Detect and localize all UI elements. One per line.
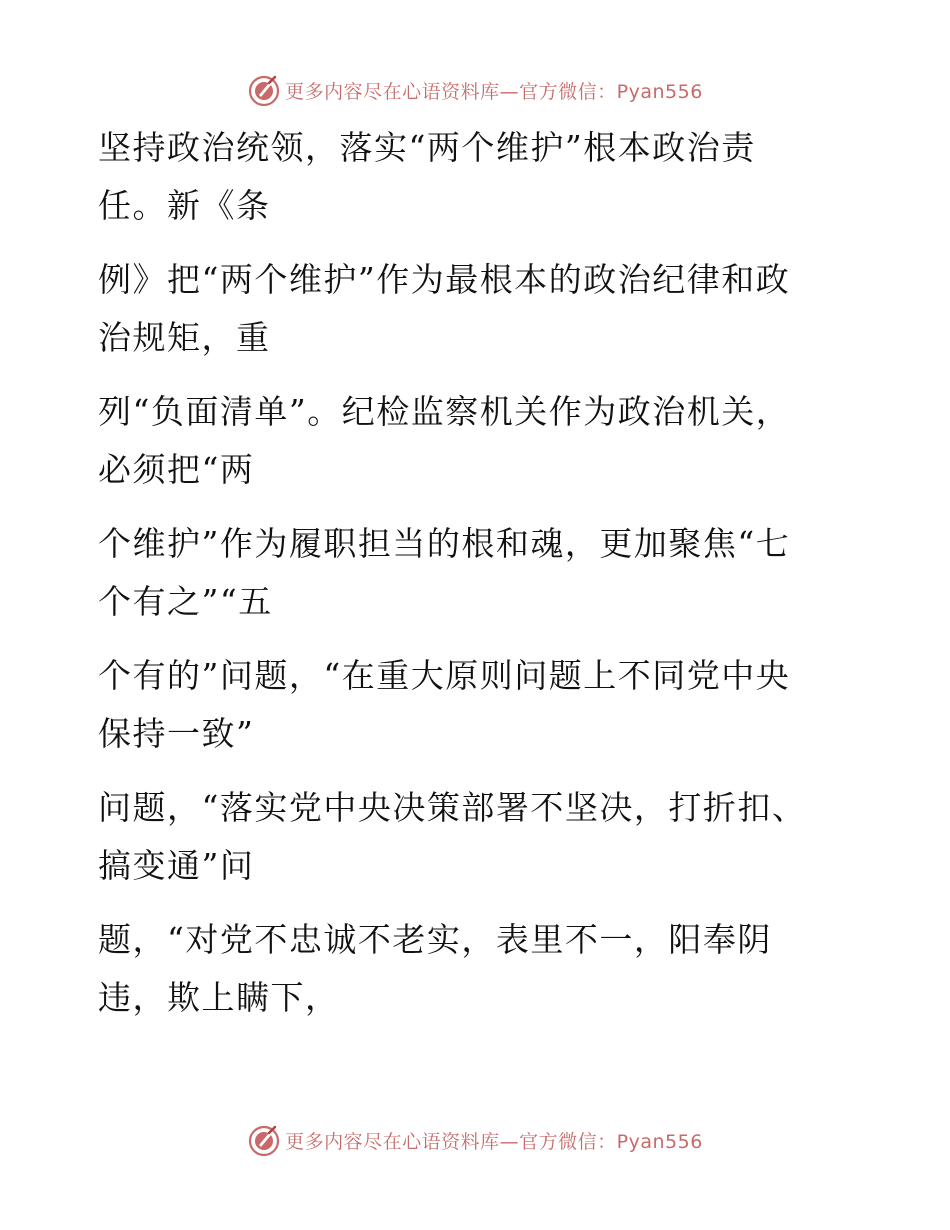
- text-line: 任。新《条: [98, 186, 271, 225]
- quill-seal-icon: [247, 1123, 281, 1157]
- footer-banner-text: 更多内容尽在心语资料库—官方微信：Pyan556: [285, 1130, 703, 1153]
- text-line: 个维护”作为履职担当的根和魂，更加聚焦“七: [98, 524, 791, 563]
- text-line: 搞变通”问: [98, 846, 255, 885]
- text-line: 列“负面清单”。纪检监察机关作为政治机关，: [98, 392, 791, 431]
- text-line: 违，欺上瞒下，: [98, 978, 340, 1017]
- text-line: 保持一致”: [98, 714, 255, 753]
- text-line: 必须把“两: [98, 450, 255, 489]
- footer-banner: [0, 1120, 950, 1160]
- text-line: 例》把“两个维护”作为最根本的政治纪律和政: [98, 260, 791, 299]
- text-line: 问题，“落实党中央决策部署不坚决，打折扣、: [98, 788, 807, 827]
- text-line: 个有的”问题，“在重大原则问题上不同党中央: [98, 656, 791, 695]
- text-line: 治规矩，重: [98, 318, 271, 357]
- header-banner-text: 更多内容尽在心语资料库—官方微信：Pyan556: [285, 80, 703, 103]
- text-line: 题，“对党不忠诚不老实，表里不一，阳奉阴: [98, 920, 772, 959]
- text-line: 个有之”“五: [98, 582, 273, 621]
- text-line: 坚持政治统领，落实“两个维护”根本政治责: [98, 128, 756, 167]
